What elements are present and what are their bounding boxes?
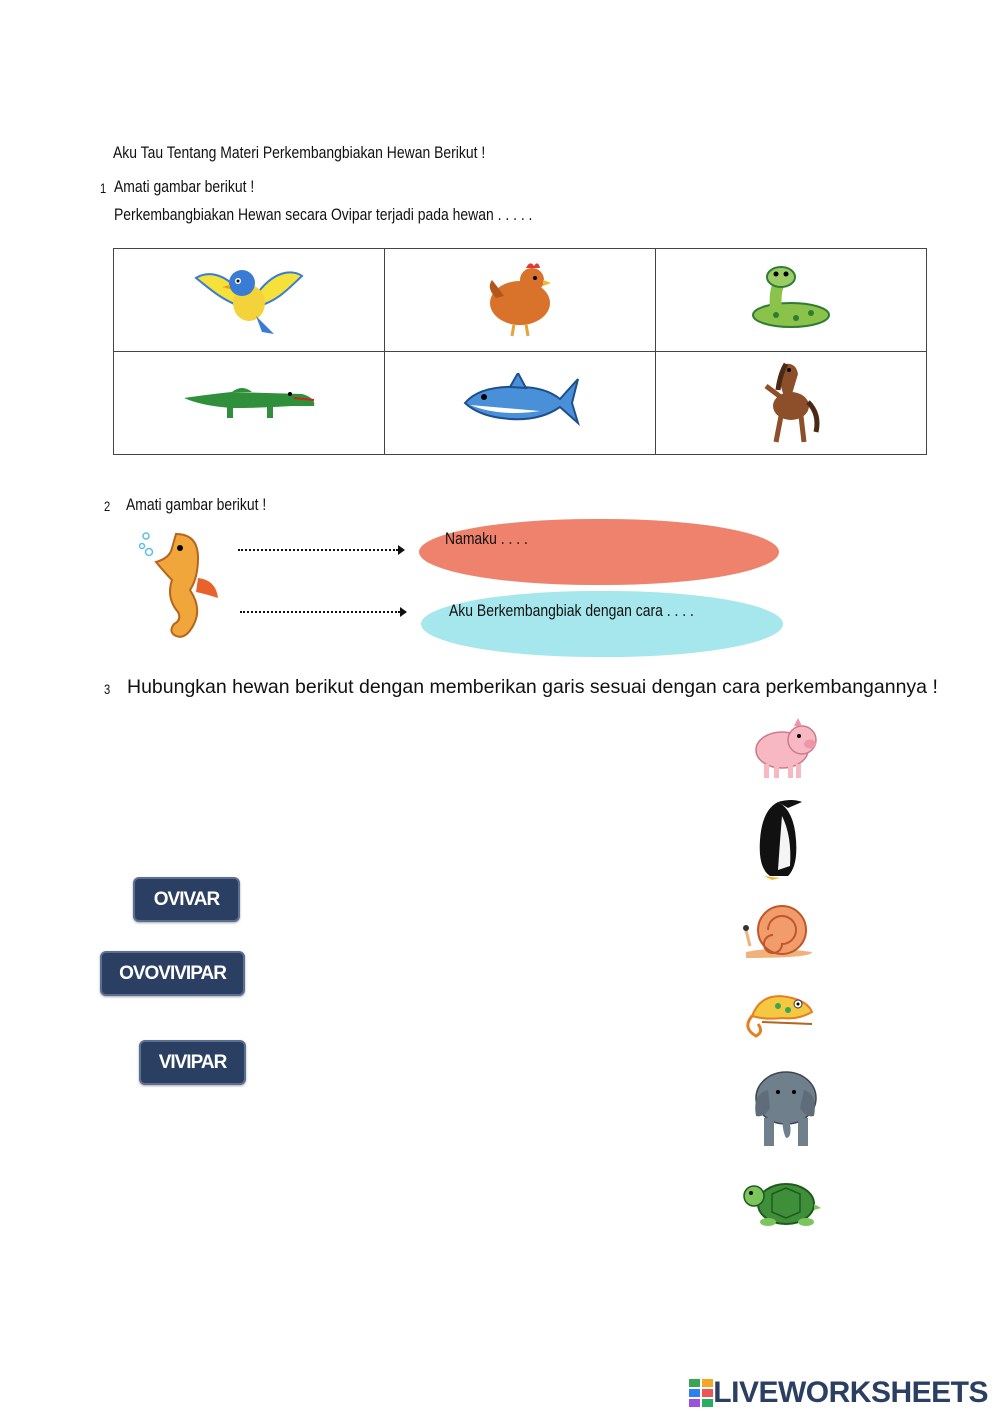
bird-image: [194, 258, 304, 338]
grid-cell-chicken[interactable]: [385, 249, 656, 352]
liveworksheets-logo-text: LIVEWORKSHEETS: [713, 1376, 988, 1409]
grid-cell-crocodile[interactable]: [114, 352, 385, 455]
ovivar-button[interactable]: OVIVAR: [133, 877, 240, 922]
q2-instruction: Amati gambar berikut !: [126, 495, 267, 514]
grid-cell-bird[interactable]: [114, 249, 385, 352]
ovovivipar-button[interactable]: OVOVIVIPAR: [100, 951, 245, 996]
arrow-to-name: [238, 549, 398, 551]
grid-cell-horse[interactable]: [656, 352, 927, 455]
snake-image: [746, 263, 836, 333]
horse-image: [756, 358, 826, 444]
turtle-image[interactable]: [742, 1174, 822, 1232]
vivipar-button[interactable]: VIVIPAR: [139, 1040, 246, 1085]
q1-question: Perkembangbiakan Hewan secara Ovipar terjadi pada hewan . . . . .: [114, 205, 533, 224]
penguin-image[interactable]: [752, 796, 804, 880]
name-prompt: Namaku . . . .: [445, 529, 528, 548]
snail-image[interactable]: [743, 906, 812, 958]
q3-instruction: Hubungkan hewan berikut dengan memberikan garis sesuai dengan cara perkembangannya !: [127, 676, 938, 698]
crocodile-image: [182, 376, 317, 426]
grid-cell-shark[interactable]: [385, 352, 656, 455]
animal-grid: [113, 248, 927, 455]
method-prompt: Aku Berkembangbiak dengan cara . . . .: [449, 601, 694, 620]
name-answer-bubble[interactable]: [419, 519, 779, 585]
elephant-image[interactable]: [750, 1064, 820, 1148]
chameleon-image[interactable]: [742, 980, 816, 1040]
method-answer-bubble[interactable]: [421, 591, 783, 657]
q2-number: 2: [104, 498, 111, 514]
arrow-to-method: [240, 611, 400, 613]
pig-image[interactable]: [750, 712, 822, 780]
liveworksheets-logo: [689, 1376, 988, 1410]
seahorse-image: [136, 528, 222, 644]
chicken-image: [480, 258, 560, 338]
q1-number: 1: [100, 180, 107, 196]
shark-image: [460, 373, 580, 429]
liveworksheets-logo-icon: [689, 1379, 713, 1407]
q3-number: 3: [104, 681, 111, 697]
grid-cell-snake[interactable]: [656, 249, 927, 352]
worksheet-heading: Aku Tau Tentang Materi Perkembangbiakan Hewan Berikut !: [113, 143, 486, 162]
q1-instruction: Amati gambar berikut !: [114, 177, 255, 196]
